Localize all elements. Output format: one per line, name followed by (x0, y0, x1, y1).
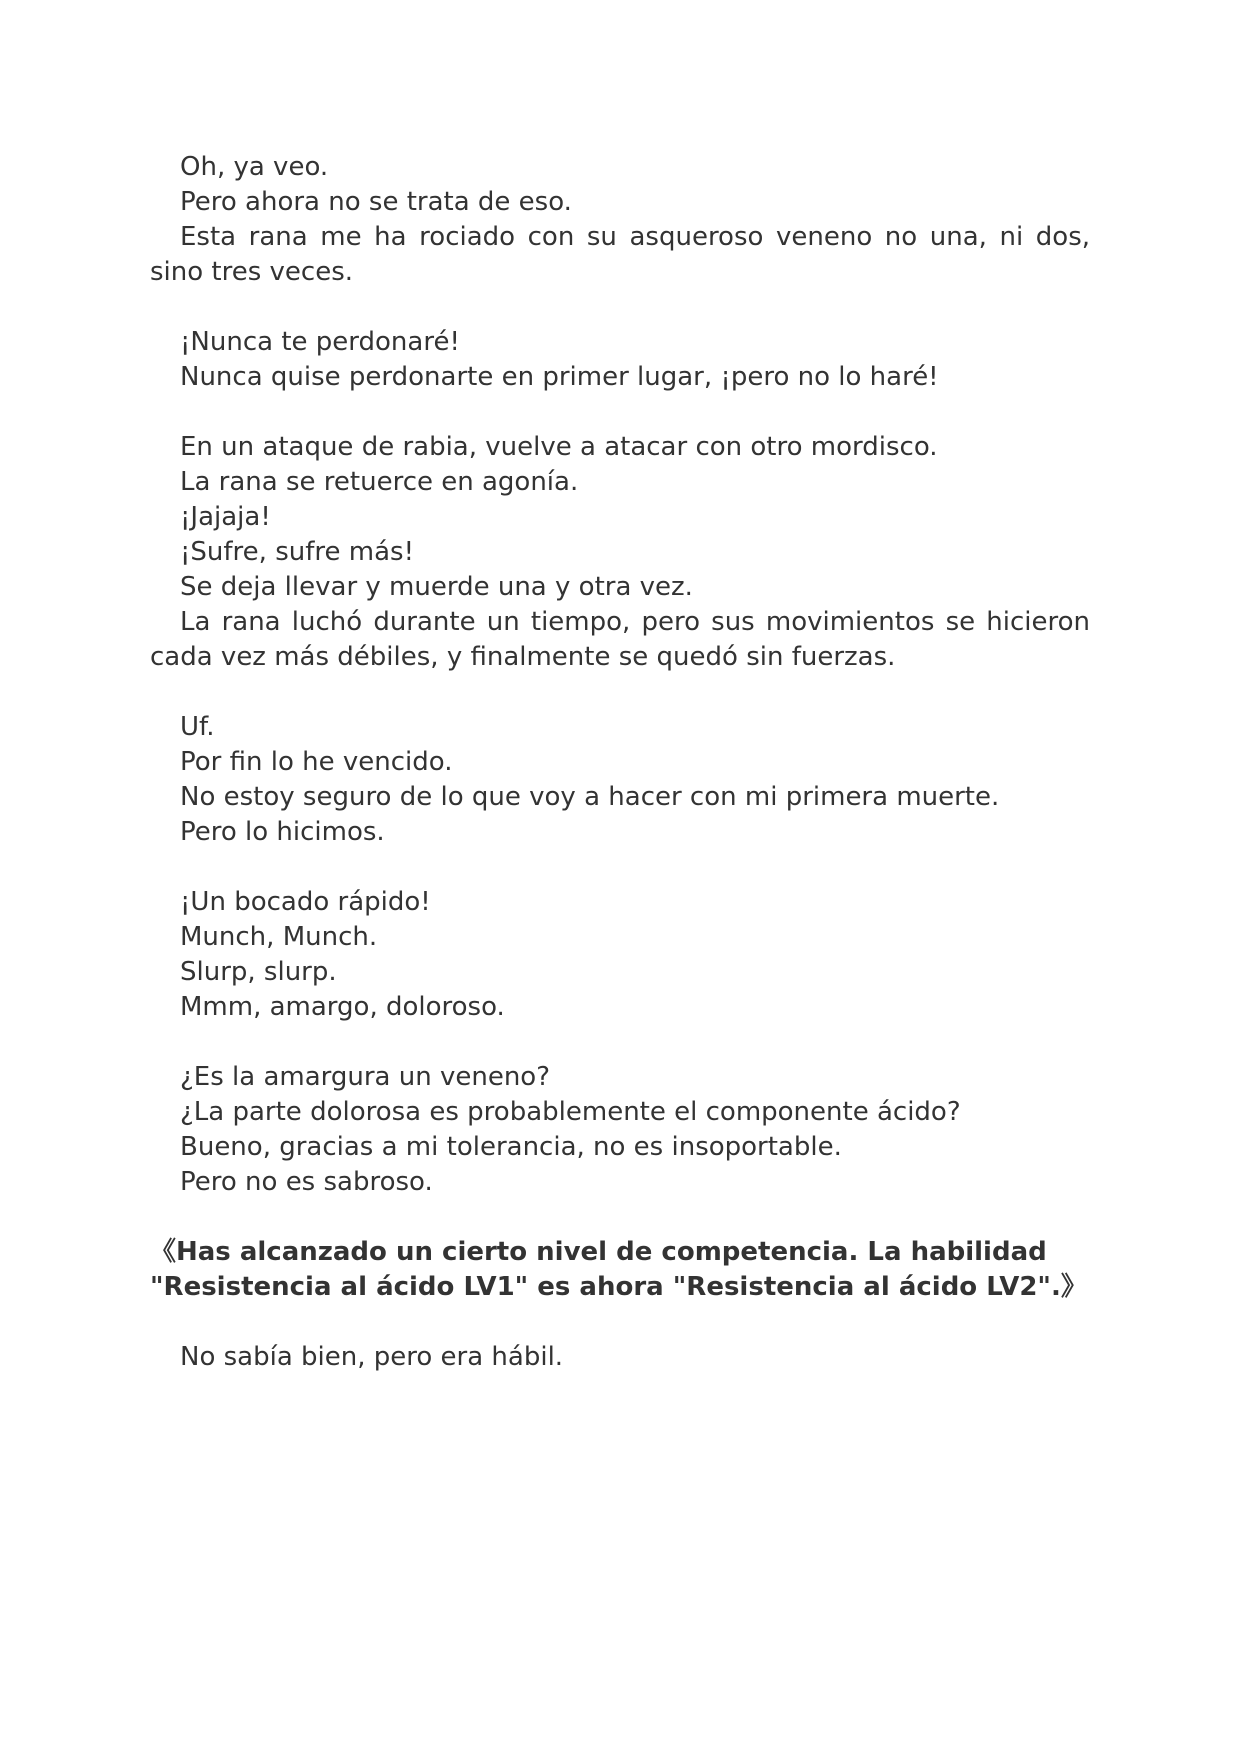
text-line: Pero ahora no se trata de eso. (180, 187, 572, 217)
text-line: ¿Es la amargura un veneno? (180, 1062, 551, 1092)
text-line: Bueno, gracias a mi tolerancia, no es insoportable. (180, 1132, 842, 1162)
paragraph-5 (150, 885, 1090, 1025)
system-message (150, 1235, 1090, 1305)
text-line: ¡Jajaja! (180, 502, 271, 532)
text-line: Uf. (180, 712, 215, 742)
text-line: ¿La parte dolorosa es probablemente el componente ácido? (180, 1097, 961, 1127)
text-line: ¡Sufre, sufre más! (180, 537, 414, 567)
text-line: La rana se retuerce en agonía. (180, 467, 579, 497)
text-line: La rana luchó durante un tiempo, pero sus movimientos se hicieron cada vez más débiles, y finalmente se quedó sin fuerzas. (150, 607, 1090, 672)
text-line: ¡Un bocado rápido! (180, 887, 431, 917)
paragraph-3 (150, 430, 1090, 675)
text-line: Munch, Munch. (180, 922, 378, 952)
text-line: Slurp, slurp. (180, 957, 337, 987)
closing-paragraph (150, 1340, 1090, 1375)
text-line: No estoy seguro de lo que voy a hacer con mi primera muerte. (180, 782, 1000, 812)
system-message-line: "Resistencia al ácido LV1" es ahora "Resistencia al ácido LV2".》 (150, 1272, 1087, 1302)
paragraph-4 (150, 710, 1090, 850)
text-line: Pero lo hicimos. (180, 817, 385, 847)
text-line: No sabía bien, pero era hábil. (180, 1342, 564, 1372)
text-line: Pero no es sabroso. (180, 1167, 433, 1197)
text-line: ¡Nunca te perdonaré! (180, 327, 460, 357)
text-line: Se deja llevar y muerde una y otra vez. (180, 572, 693, 602)
text-line: Mmm, amargo, doloroso. (180, 992, 505, 1022)
paragraph-2 (150, 325, 1090, 395)
text-line: Nunca quise perdonarte en primer lugar, ¡pero no lo haré! (180, 362, 939, 392)
system-message-line: 《Has alcanzado un cierto nivel de competencia. La habilidad (150, 1237, 1047, 1267)
text-line: Esta rana me ha rociado con su asqueroso veneno no una, ni dos, sino tres veces. (150, 222, 1090, 287)
text-line: Por fin lo he vencido. (180, 747, 453, 777)
text-line: En un ataque de rabia, vuelve a atacar con otro mordisco. (180, 432, 938, 462)
text-line: Oh, ya veo. (180, 152, 329, 182)
paragraph-6 (150, 1060, 1090, 1200)
document-body (150, 150, 1090, 1410)
paragraph-1 (150, 150, 1090, 290)
